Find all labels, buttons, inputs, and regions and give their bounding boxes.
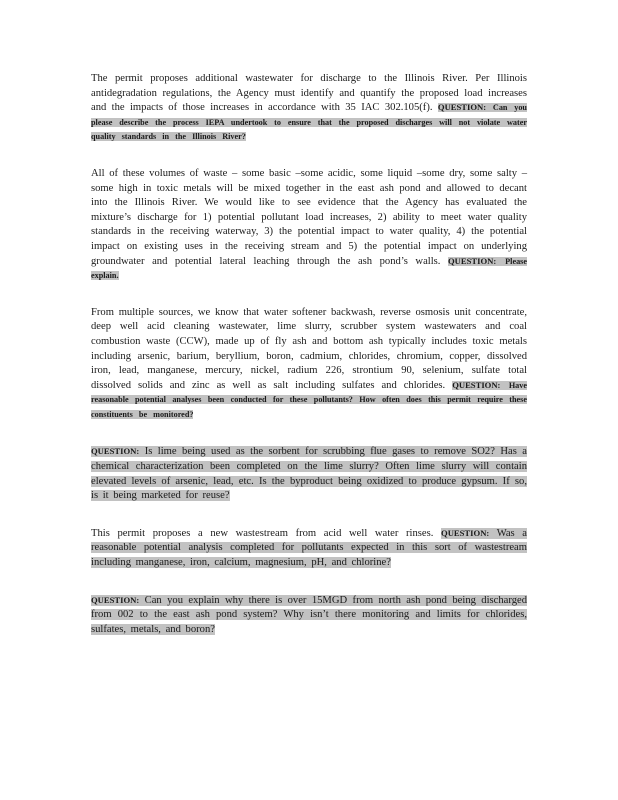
paragraph-antidegradation xyxy=(91,72,527,145)
paragraph-text: The permit proposes additional wastewater for discharge to the Illinois River. Per Illinois antidegradation regulations, the Agency must identify and quantify the proposed load increases and the impacts of those increases in accordance with 35 IAC 302.105(f). xyxy=(91,73,527,114)
question-text: Can you explain why there is over 15MGD from north ash pond being discharged from 002 to the east ash pond system? Why isn’t there monitoring and limits for chlorides, sulfates, metals, and boron? xyxy=(91,594,527,635)
question-highlight xyxy=(91,595,527,635)
paragraph-text: All of these volumes of waste – some basic –some acidic, some liquid –some dry, some salty –some high in toxic metals will be mixed together in the east ash pond and allowed to decant into the Illinois River. We would like to see evidence that the Agency has evaluated the mixture’s discharge for 1) potential pollutant load increases, 2) ability to meet water quality standards in the receiving waterway, 3) the potential impact to water quality, 4) the potential impact on existing uses in the receiving stream and 5) the potential impact on underlying groundwater and potential lateral leaching through the ash pond’s walls. xyxy=(91,167,527,267)
question-text: Is lime being used as the sorbent for scrubbing flue gases to remove SO2? Has a chemical characterization been completed on the lime slurry? Often lime slurry will contain elevated levels of arsenic, lead, etc. Is the byproduct being oxidized to produce gypsum. If so, is it being marketed for reuse? xyxy=(91,446,527,502)
paragraph-acid-well-rinses xyxy=(91,526,527,571)
question-text: Have reasonable potential analyses been conducted for these pollutants? How often does this permit require these constituents be monitored? xyxy=(91,380,528,419)
question-label: QUESTION: xyxy=(91,594,140,605)
question-label: QUESTION: xyxy=(447,255,497,266)
question-label: QUESTION: xyxy=(91,446,140,457)
paragraph-mixture-evaluation xyxy=(91,167,527,284)
paragraph-north-ash-pond xyxy=(91,593,527,638)
question-highlight xyxy=(91,446,527,501)
question-text: Can you please describe the process IEPA undertook to ensure that the proposed discharges will not violate water quality standards in the Illinois River? xyxy=(91,103,527,142)
document-page xyxy=(91,72,527,637)
question-text: Was a reasonable potential analysis completed for pollutants expected in this sort of wastestream including manganese, iron, calcium, magnesium, pH, and chlorine? xyxy=(91,527,527,569)
paragraph-text: From multiple sources, we know that water softener backwash, reverse osmosis unit concentrate, deep well acid cleaning wastewater, lime slurry, scrubber system wastewaters and coal combustion waste (CCW), made up of fly ash and bottom ash typically includes toxic metals including arsenic, barium, beryllium, boron, cadmium, chlorides, chromium, copper, dissolved iron, lead, manganese, mercury, nickel, radium 226, strontium 90, selenium, sulfate total dissolved solids and zinc as well as salt including sulfates and chlorides. xyxy=(91,306,527,391)
paragraph-toxic-metals xyxy=(91,306,527,423)
question-label: QUESTION: xyxy=(452,379,501,390)
question-text: Please explain. xyxy=(91,256,527,281)
paragraph-lime-sorbent xyxy=(91,444,527,503)
question-label: QUESTION: xyxy=(437,102,487,113)
paragraph-text: This permit proposes a new wastestream from acid well water rinses. xyxy=(91,527,434,539)
question-label: QUESTION: xyxy=(441,527,490,538)
